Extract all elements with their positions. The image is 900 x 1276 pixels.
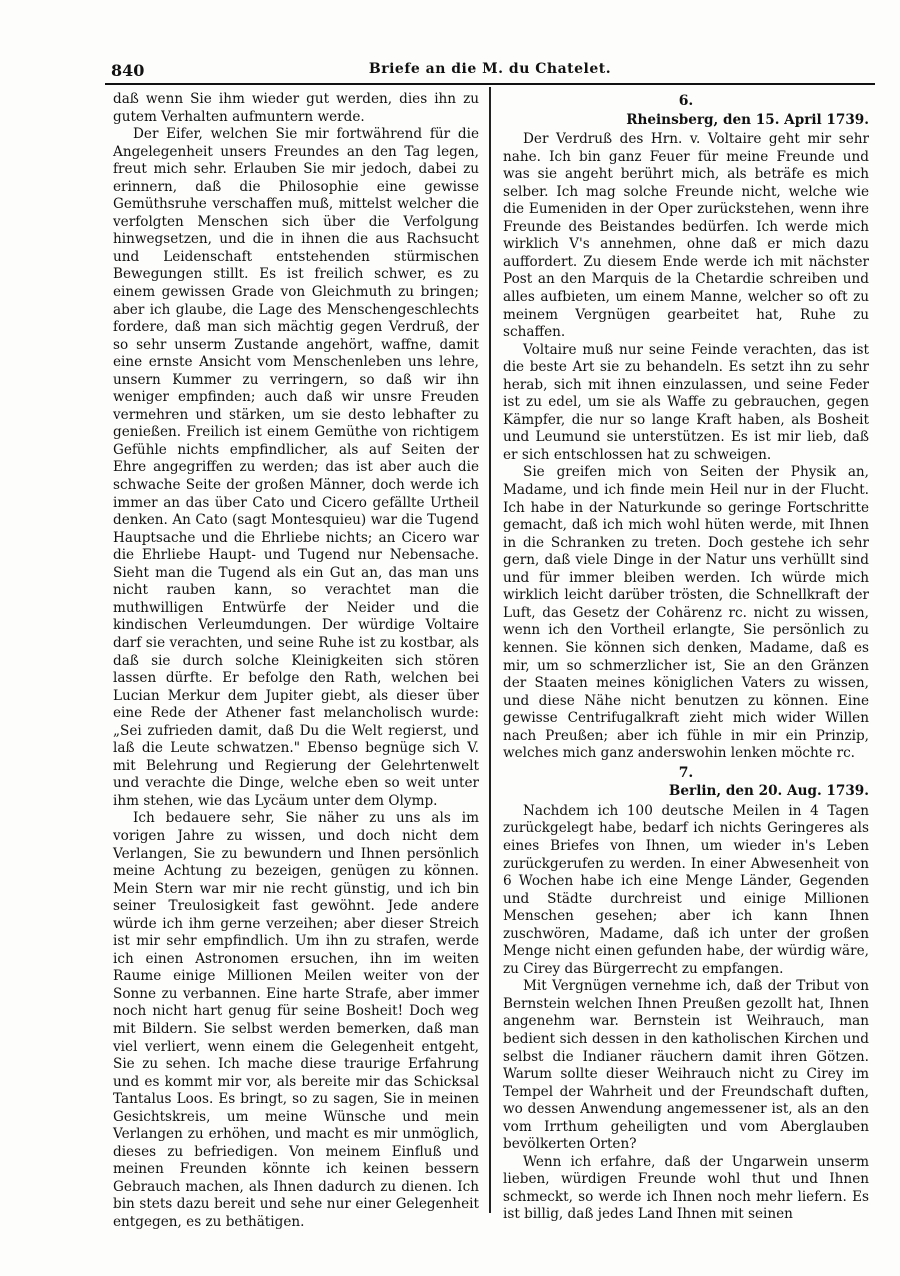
paragraph: Ich bedauere sehr, Sie näher zu uns als im vorigen Jahre zu wissen, und doch nicht dem Verlangen, Sie zu bewundern und Ihnen persönlich meine Achtung zu bezeigen, genügen zu können. Mein Stern war mir nie recht günstig, und ich bin seiner Treulosigkeit fast gewöhnt. Jede andere würde ich ihm gerne verzeihen; aber dieser Streich ist mir sehr empfindlich. Um ihn zu strafen, werde ich einen Astronomen ersuchen, ihn im weiten Raume einige Millionen Meilen weiter von der Sonne zu verbannen. Eine harte Strafe, aber immer noch nicht hart genug für seine Bosheit! Doch weg mit Bildern. Sie selbst werden bemerken, daß man viel verliert, wenn einem die Gelegenheit entgeht, Sie zu sehen. Ich mache diese traurige Erfahrung und es kommt mir vor, als bereite mir das Schicksal Tantalus Loos. Es bringt, so zu sagen, Sie in meinen Gesichtskreis, um meine Wünsche und mein Verlangen zu erhöhen, und macht es mir unmöglich, dieses zu befriedigen. Von meinem Einfluß und meinen Freunden könnte ich keinen bessern Gebrauch machen, als Ihnen dadurch zu dienen. Ich bin stets dazu bereit und sehe nur einer Gelegenheit entgegen, es zu bethätigen. bbox=[113, 810, 479, 1230]
running-title: Briefe an die M. du Chatelet. bbox=[368, 61, 612, 77]
right-column bbox=[503, 91, 869, 1224]
letter-number: 7. bbox=[678, 764, 694, 781]
paragraph: Der Eifer, welchen Sie mir fortwährend für die Angelegenheit unsers Freundes an den Tag legen, freut mich sehr. Erlauben Sie mir jedoch, dabei zu erinnern, daß die Philosophie eine gewisse Gemüthsruhe verschaffen muß, mittelst welcher die verfolgten Menschen sich über die Verfolgung hinwegsetzen, und die in ihnen die aus Rachsucht und Leidenschaft entstehenden stürmischen Bewegungen stillt. Es ist freilich schwer, es zu einem gewissen Grade von Gleichmuth zu bringen; aber ich glaube, die Lage des Menschengeschlechts fordere, daß man sich mächtig gegen Verdruß, der so sehr unserm Zustande angehört, waffne, damit eine ernste Ansicht vom Menschenleben uns lehre, unsern Kummer zu verringern, so daß wir ihn weniger empfinden; auch daß wir unsre Freuden vermehren und stärken, um sie desto lebhafter zu genießen. Freilich ist einem Gemüthe von richtigem Gefühle nichts empfindlicher, als auf Seiten der Ehre angegriffen zu werden; das ist aber auch die schwache Seite der großen Männer, doch werde ich immer an das über Cato und Cicero gefällte Urtheil denken. An Cato (sagt Montesquieu) war die Tugend Hauptsache und die Ehrliebe nichts; an Cicero war die Ehrliebe Haupt- und Tugend nur Nebensache. Sieht man die Tugend als ein Gut an, das man uns nicht rauben kann, so verachtet man die muthwilligen Entwürfe der Neider und die kindischen Verleumdungen. Der würdige Voltaire darf sie verachten, und seine Ruhe ist zu kostbar, als daß sie durch solche Kleinigkeiten sich stören lassen dürfte. Er befolge den Rath, welchen bei Lucian Merkur dem Jupiter giebt, als dieser über eine Rede der Athener fast melancholisch wurde: „Sei zufrieden damit, daß Du die Welt regierst, und laß die Leute schwatzen." Ebenso begnüge sich V. mit Belehrung und Regierung der Gelehrtenwelt und verachte die Dinge, welche eben so weit unter ihm stehen, wie das Lycäum unter dem Olymp. bbox=[113, 126, 479, 809]
page-frame bbox=[105, 55, 875, 1230]
column-divider bbox=[489, 87, 491, 1213]
running-header bbox=[105, 55, 875, 85]
letter-dateline: Rheinsberg, den 15. April 1739. bbox=[626, 111, 869, 128]
paragraph: Mit Vergnügen vernehme ich, daß der Tribut von Bernstein welchen Ihnen Preußen gezollt hat, Ihnen angenehm war. Bernstein ist Weihrauch, man bedient sich dessen in den katholischen Kirchen und selbst die Indianer räuchern damit ihren Götzen. Warum sollte dieser Weihrauch nicht zu Cirey im Tempel der Wahrheit und der Freundschaft duften, wo dessen Anwendung angemessener ist, als an den vom Irrthum geheiligten und vom Aberglauben bevölkerten Orten? bbox=[503, 978, 869, 1153]
page-number: 840 bbox=[111, 61, 145, 80]
paragraph: Wenn ich erfahre, daß der Ungarwein unserm lieben, würdigen Freunde wohl thut und Ihnen schmeckt, so werde ich Ihnen noch mehr liefern. Es ist billig, daß jedes Land Ihnen mit seinen bbox=[503, 1153, 869, 1223]
paragraph: daß wenn Sie ihm wieder gut werden, dies ihn zu gutem Verhalten aufmuntern werde. bbox=[113, 91, 479, 125]
paragraph: Der Verdruß des Hrn. v. Voltaire geht mir sehr nahe. Ich bin ganz Feuer für meine Freunde und was sie angeht berührt mich, als beträfe es mich selber. Ich mag solche Freunde nicht, welche wie die Eumeniden in der Oper zurückstehen, wenn ihre Freunde des Beistandes bedürfen. Ich werde mich wirklich V's annehmen, ohne daß er mich dazu auffordert. Zu diesem Ende werde ich mit nächster Post an den Marquis de la Chetardie schreiben und alles aufbieten, um einem Manne, welcher so oft zu meinem Vergnügen gearbeitet hat, Ruhe zu schaffen. bbox=[503, 131, 869, 341]
paragraph: Voltaire muß nur seine Feinde verachten, das ist die beste Art sie zu behandeln. Es setzt ihn zu sehr herab, sich mit ihnen einzulassen, und seine Feder ist zu edel, um sie als Waffe zu gebrauchen, gegen Kämpfer, die nur so lange Kraft haben, als Bosheit und Leumund sie unterstützen. Es ist mir lieb, daß er sich entschlossen hat zu schweigen. bbox=[503, 341, 869, 463]
left-column bbox=[113, 91, 479, 1232]
paragraph: Sie greifen mich von Seiten der Physik an, Madame, und ich finde mein Heil nur in der Flucht. Ich habe in der Naturkunde so geringe Fortschritte gemacht, daß ich mich wohl hüten werde, mit Ihnen in die Schranken zu treten. Doch gestehe ich sehr gern, daß viele Dinge in der Natur uns verhüllt sind und für immer bleiben werden. Ich würde mich wirklich leicht darüber trösten, die Schnellkraft der Luft, das Gesetz der Cohärenz rc. nicht zu wissen, wenn ich den Vortheil erlangte, Sie persönlich zu kennen. Sie können sich denken, Madame, daß es mir, um so schmerzlicher ist, Sie an den Gränzen der Staaten meines königlichen Vaters zu wissen, und diese Nähe nicht benutzen zu können. Eine gewisse Centrifugalkraft zieht mich wider Willen nach Preußen; aber ich fühle in mir ein Prinzip, welches mich ganz anderswohin lenken möchte rc. bbox=[503, 464, 869, 762]
letter-number: 6. bbox=[678, 93, 694, 109]
letter-dateline: Berlin, den 20. Aug. 1739. bbox=[668, 783, 869, 800]
paragraph: Nachdem ich 100 deutsche Meilen in 4 Tagen zurückgelegt habe, bedarf ich nichts Geringeres als eines Briefes von Ihnen, um wieder in's Leben zurückgerufen zu werden. In einer Abwesenheit von 6 Wochen habe ich eine Menge Länder, Gegenden und Städte durchreist und einige Millionen Menschen gesehen; aber ich kann Ihnen zuschwören, Madame, daß ich unter der großen Menge nicht einen gefunden habe, der würdig wäre, zu Cirey das Bürgerrecht zu empfangen. bbox=[503, 802, 869, 977]
